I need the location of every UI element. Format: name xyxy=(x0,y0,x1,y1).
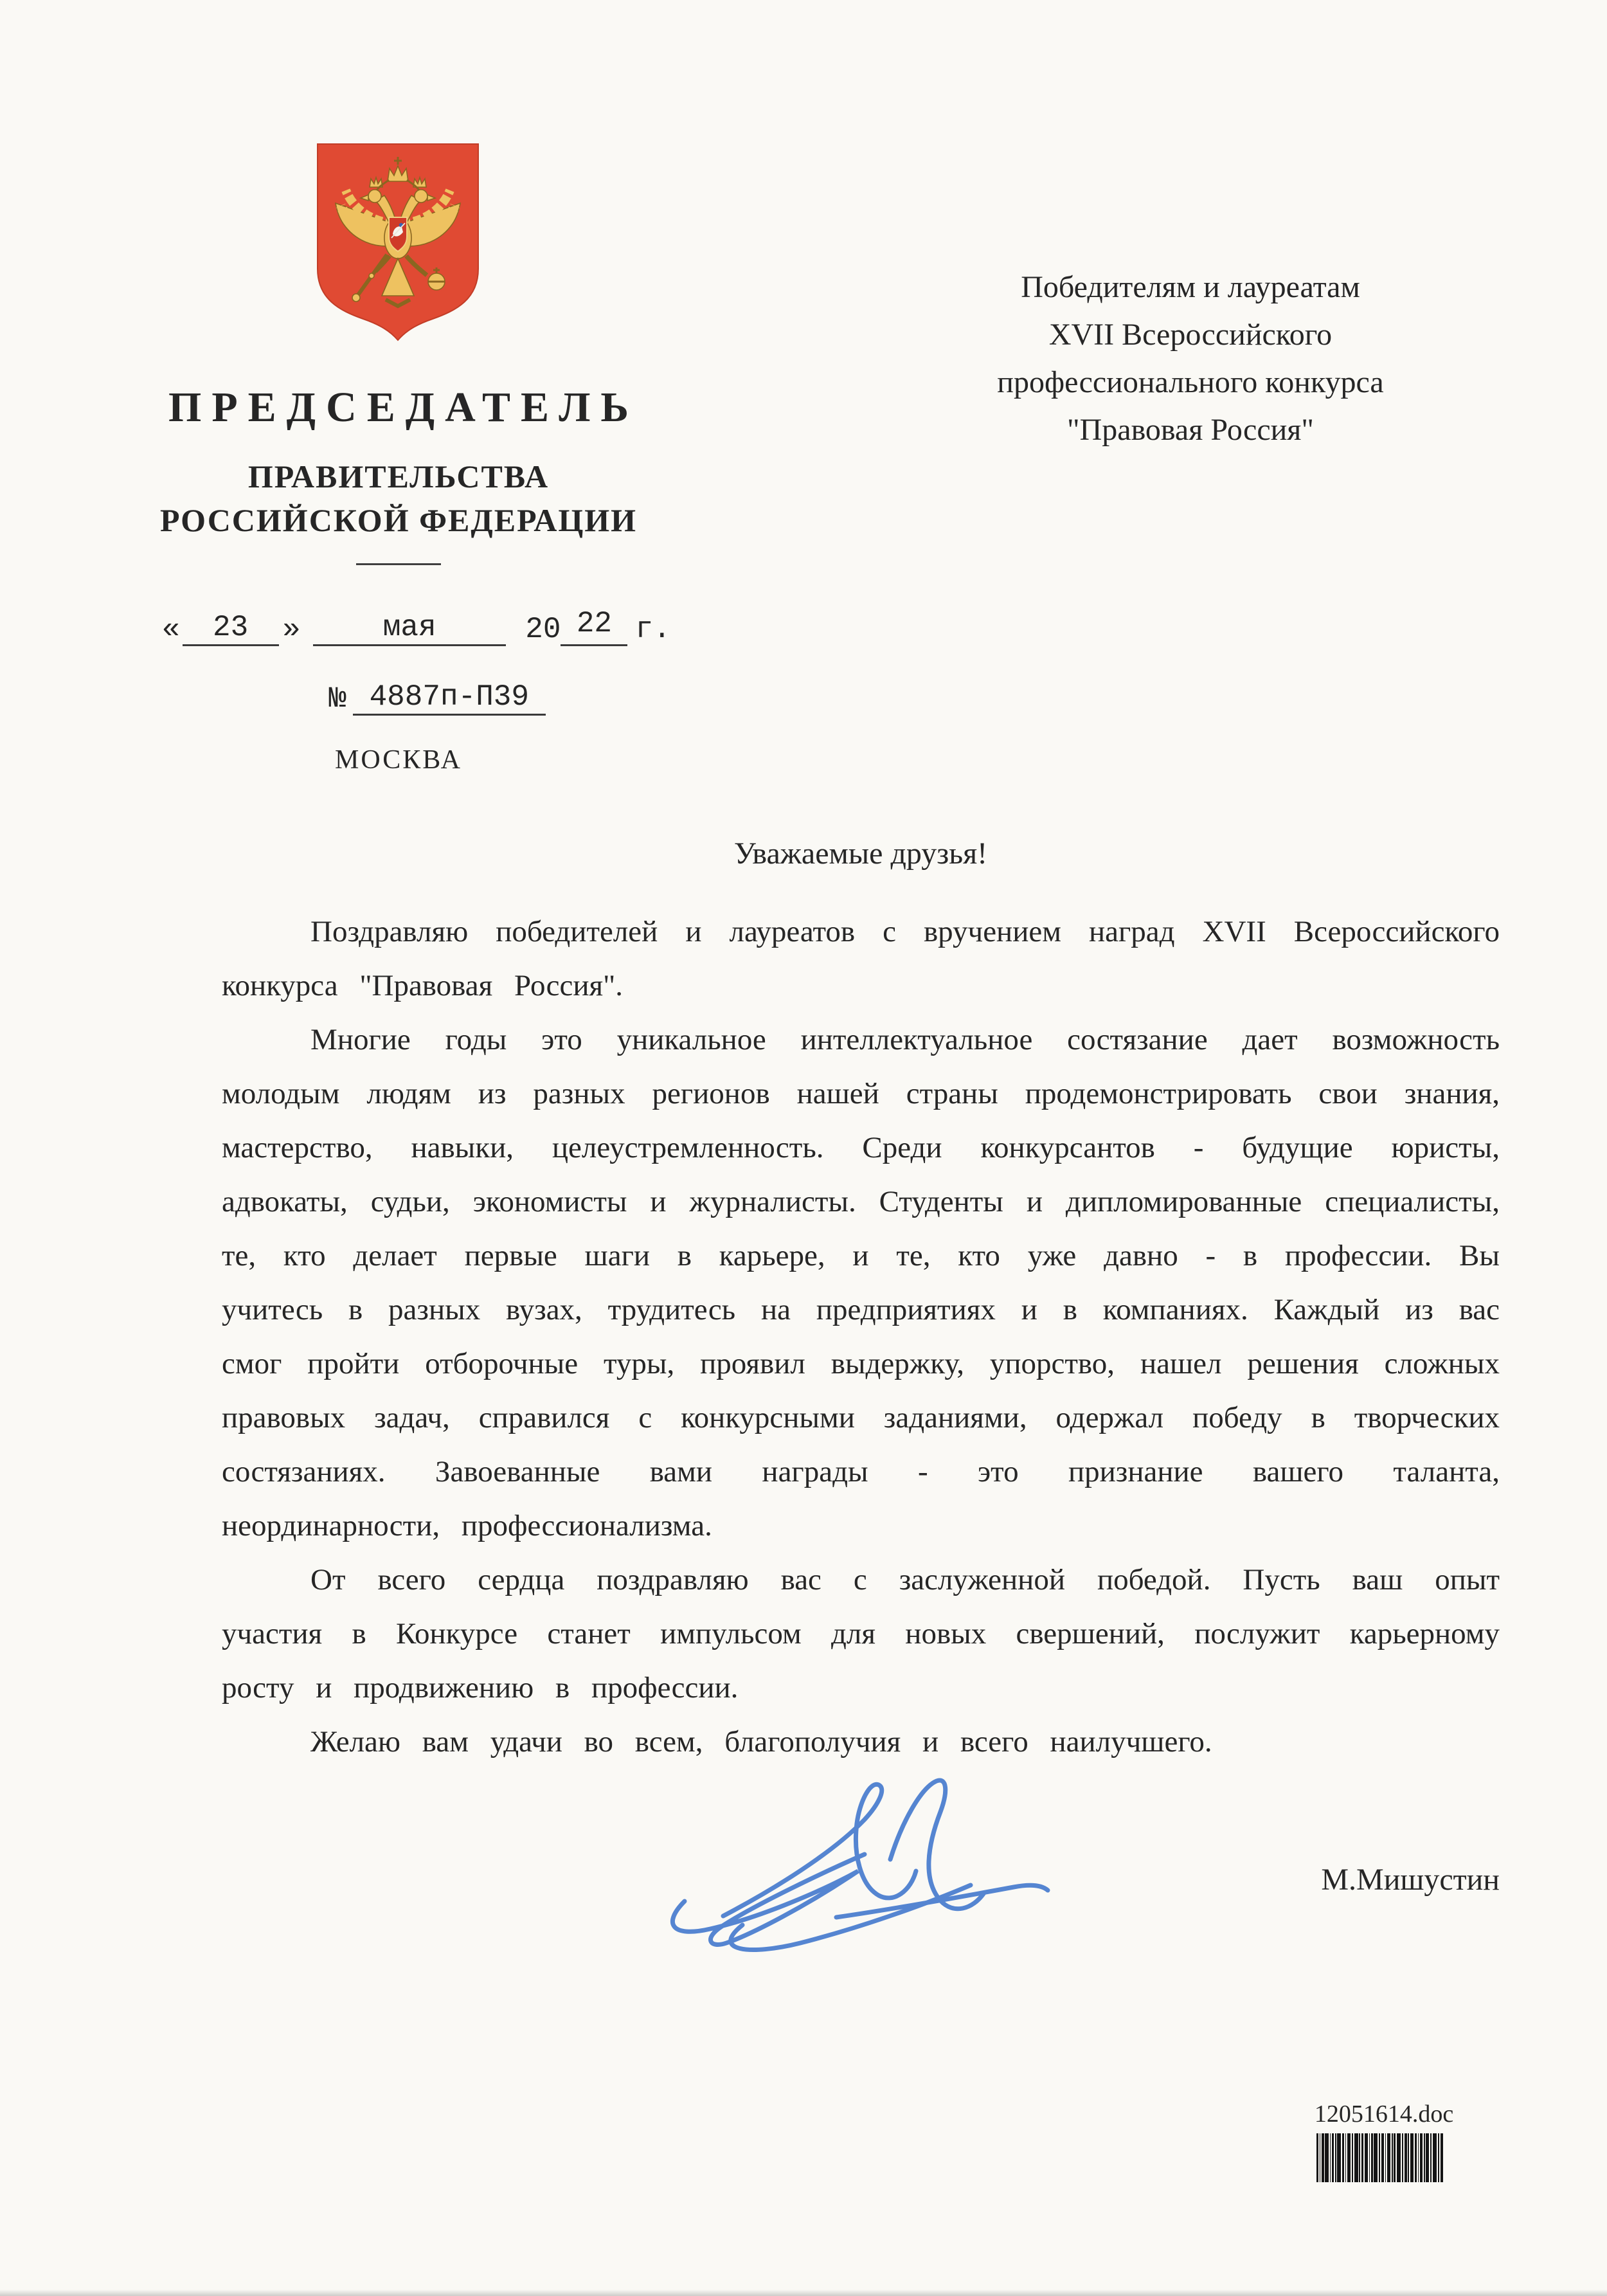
letterhead-title: ПРЕДСЕДАТЕЛЬ xyxy=(168,384,640,431)
paragraph: Поздравляю победителей и лауреатов с вручением наград XVII Всероссийского конкурса "Правовая Россия". xyxy=(222,915,1500,1002)
letter-body xyxy=(222,836,1500,1769)
date-day: 23 xyxy=(183,611,279,646)
date-close-quote: » xyxy=(282,613,301,646)
letterhead-subtitle-2: РОССИЙСКОЙ ФЕДЕРАЦИИ xyxy=(159,502,638,538)
letterhead-divider xyxy=(356,563,441,565)
number-sign: № xyxy=(328,682,346,716)
coat-of-arms-graphic xyxy=(312,141,483,342)
city-label: МОСКВА xyxy=(335,745,462,775)
date-year xyxy=(561,607,627,646)
date-year-value: 22 xyxy=(576,607,613,640)
letterhead-subtitle-1: ПРАВИТЕЛЬСТВА xyxy=(247,458,550,494)
paragraph: Многие годы это уникальное интеллектуальное состязание дает возможность молодым людям из разных регионов нашей страны продемонстрировать свои знания, мастерство, навыки, целеустремленность. Среди конкурсантов - будущие юристы, адвокаты, судьи, экономисты и журналисты. Студенты и дипломированные специалисты, те, кто делает первые шаги в карьере, и те, кто уже давно - в профессии. Вы учитесь в разных вузах, трудитесь на предприятиях и в компаниях. Каждый из вас смог пройти отборочные туры, проявил выдержку, упорство, нашел решения сложных правовых задач, справился с конкурсными заданиями, одержал победу в творческих состязаниях. Завоеванные вами награды - это признание вашего таланта, неординарности, профессионализма. xyxy=(222,1023,1500,1542)
date-line xyxy=(162,607,671,646)
handwritten-signature xyxy=(646,1763,1096,1956)
letterhead xyxy=(0,383,797,565)
paragraph: От всего сердца поздравляю вас с заслуженной победой. Пусть ваш опыт участия в Конкурсе станет импульсом для новых свершений, послужит карьерному росту и продвижению в профессии. xyxy=(222,1563,1500,1704)
date-open-quote: « xyxy=(162,613,180,646)
recipient-line: Победителям и лауреатам xyxy=(1021,270,1360,304)
document-number-line xyxy=(39,680,836,716)
signature-ink-icon xyxy=(646,1763,1096,1956)
recipient-block xyxy=(933,264,1448,454)
file-block xyxy=(1305,2100,1463,2182)
file-name: 12051614.doc xyxy=(1314,2101,1454,2128)
coat-of-arms xyxy=(312,141,483,342)
date-year-prefix: 20 xyxy=(525,613,561,646)
recipient-line: XVII Всероссийского xyxy=(1048,318,1333,352)
recipient-line: "Правовая Россия" xyxy=(1067,413,1314,447)
date-year-label: г. xyxy=(635,613,671,646)
barcode xyxy=(1316,2133,1451,2182)
signer-name: М.Мишустин xyxy=(1321,1863,1500,1897)
recipient-line: профессионального конкурса xyxy=(997,365,1384,399)
date-month: мая xyxy=(313,611,506,646)
salutation: Уважаемые друзья! xyxy=(733,836,988,871)
document-number: 4887п-П39 xyxy=(353,680,546,716)
scan-edge-shadow xyxy=(0,2290,1607,2296)
paragraph: Желаю вам удачи во всем, благополучия и всего наилучшего. xyxy=(310,1725,1212,1758)
